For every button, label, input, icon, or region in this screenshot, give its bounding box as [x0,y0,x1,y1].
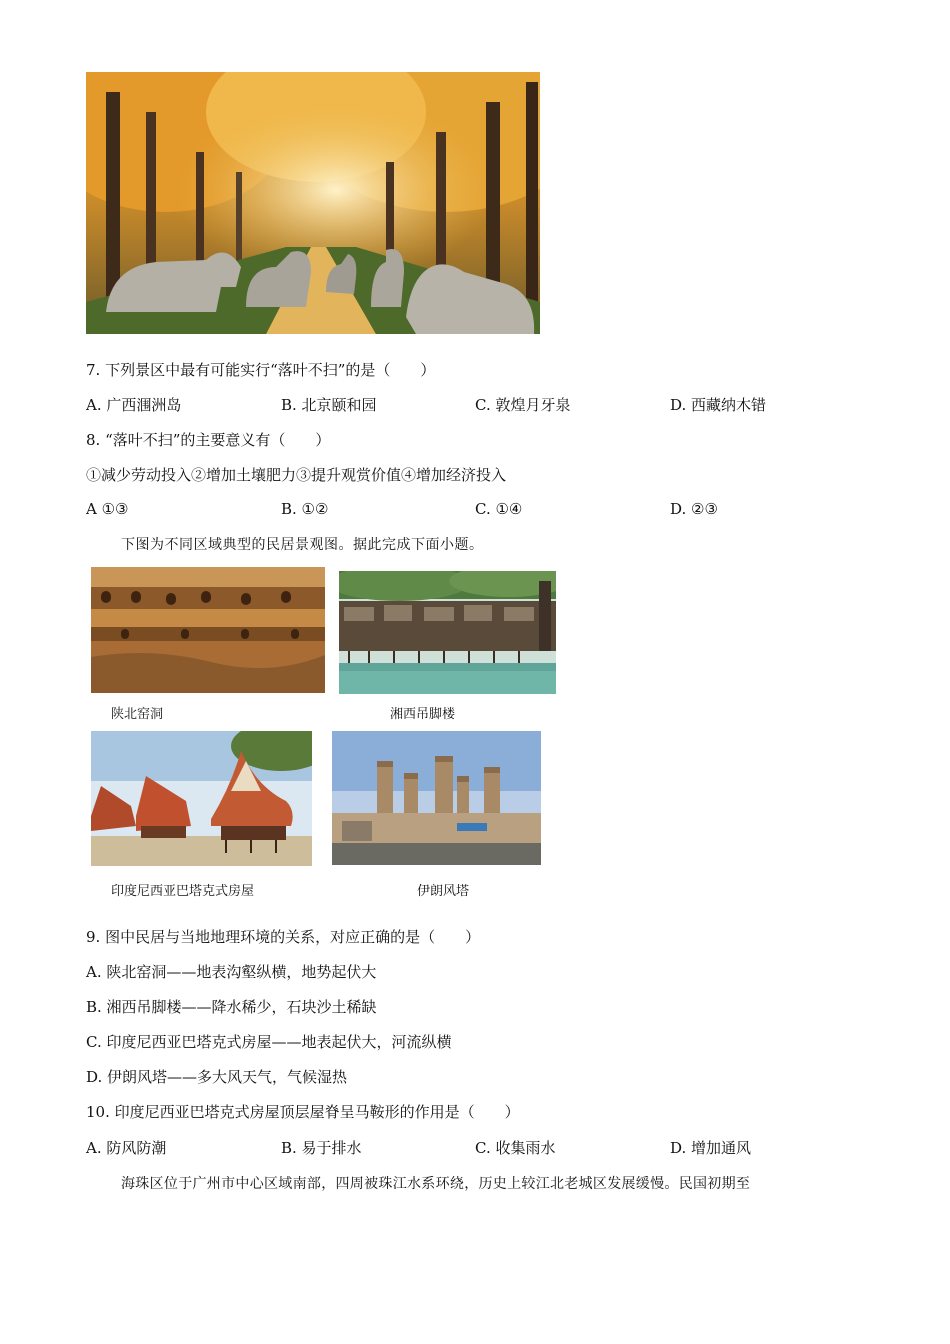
question-7-option-d: D. 西藏纳木错 [670,396,767,414]
caption-batak: 印度尼西亚巴塔克式房屋 [111,884,255,899]
intro-next-passage: 海珠区位于广州市中心区域南部，四周被珠江水系环绕，历史上较江北老城区发展缓慢。民国初期至 [121,1176,751,1192]
batak-house-photo [91,731,312,866]
question-9-option-c: C. 印度尼西亚巴塔克式房屋——地表起伏大，河流纵横 [86,1033,452,1051]
question-8-option-d: D. ②③ [670,500,718,518]
question-9-stem: 9. 图中民居与当地地理环境的关系，对应正确的是（ ） [86,928,481,946]
yaodong-photo [91,567,325,693]
question-8-stem: 8. “落叶不扫”的主要意义有（ ） [86,431,331,449]
question-8-option-c: C. ①④ [475,500,523,518]
question-8-statements: ①减少劳动投入②增加土壤肥力③提升观赏价值④增加经济投入 [86,466,507,484]
question-7-stem: 7. 下列景区中最有可能实行“落叶不扫”的是（ ） [86,361,436,379]
question-10-option-c: C. 收集雨水 [475,1139,556,1157]
intro-questions-9-10: 下图为不同区域典型的民居景观图。据此完成下面小题。 [121,537,484,553]
question-8-option-a: A ①③ [86,500,129,518]
question-7-option-c: C. 敦煌月牙泉 [475,396,571,414]
question-10-option-d: D. 增加通风 [670,1139,752,1157]
diaojiaolou-photo [339,571,556,694]
question-10-option-a: A. 防风防潮 [86,1139,167,1157]
question-7-option-b: B. 北京颐和园 [281,396,377,414]
question-9-option-b: B. 湘西吊脚楼——降水稀少，石块沙土稀缺 [86,998,377,1016]
question-9-option-a: A. 陕北窑洞——地表沟壑纵横，地势起伏大 [86,963,377,981]
question-10-stem: 10. 印度尼西亚巴塔克式房屋顶层屋脊呈马鞍形的作用是（ ） [86,1103,520,1121]
question-10-option-b: B. 易于排水 [281,1139,362,1157]
question-9-option-d: D. 伊朗风塔——多大风天气，气候湿热 [86,1068,348,1086]
wind-tower-photo [332,731,541,865]
caption-diaojiaolou: 湘西吊脚楼 [390,707,456,722]
question-7-option-a: A. 广西涠洲岛 [86,396,182,414]
ginkgo-avenue-photo [86,72,540,334]
caption-yaodong: 陕北窑洞 [111,707,164,722]
caption-fengta: 伊朗风塔 [417,884,470,899]
question-8-option-b: B. ①② [281,500,329,518]
